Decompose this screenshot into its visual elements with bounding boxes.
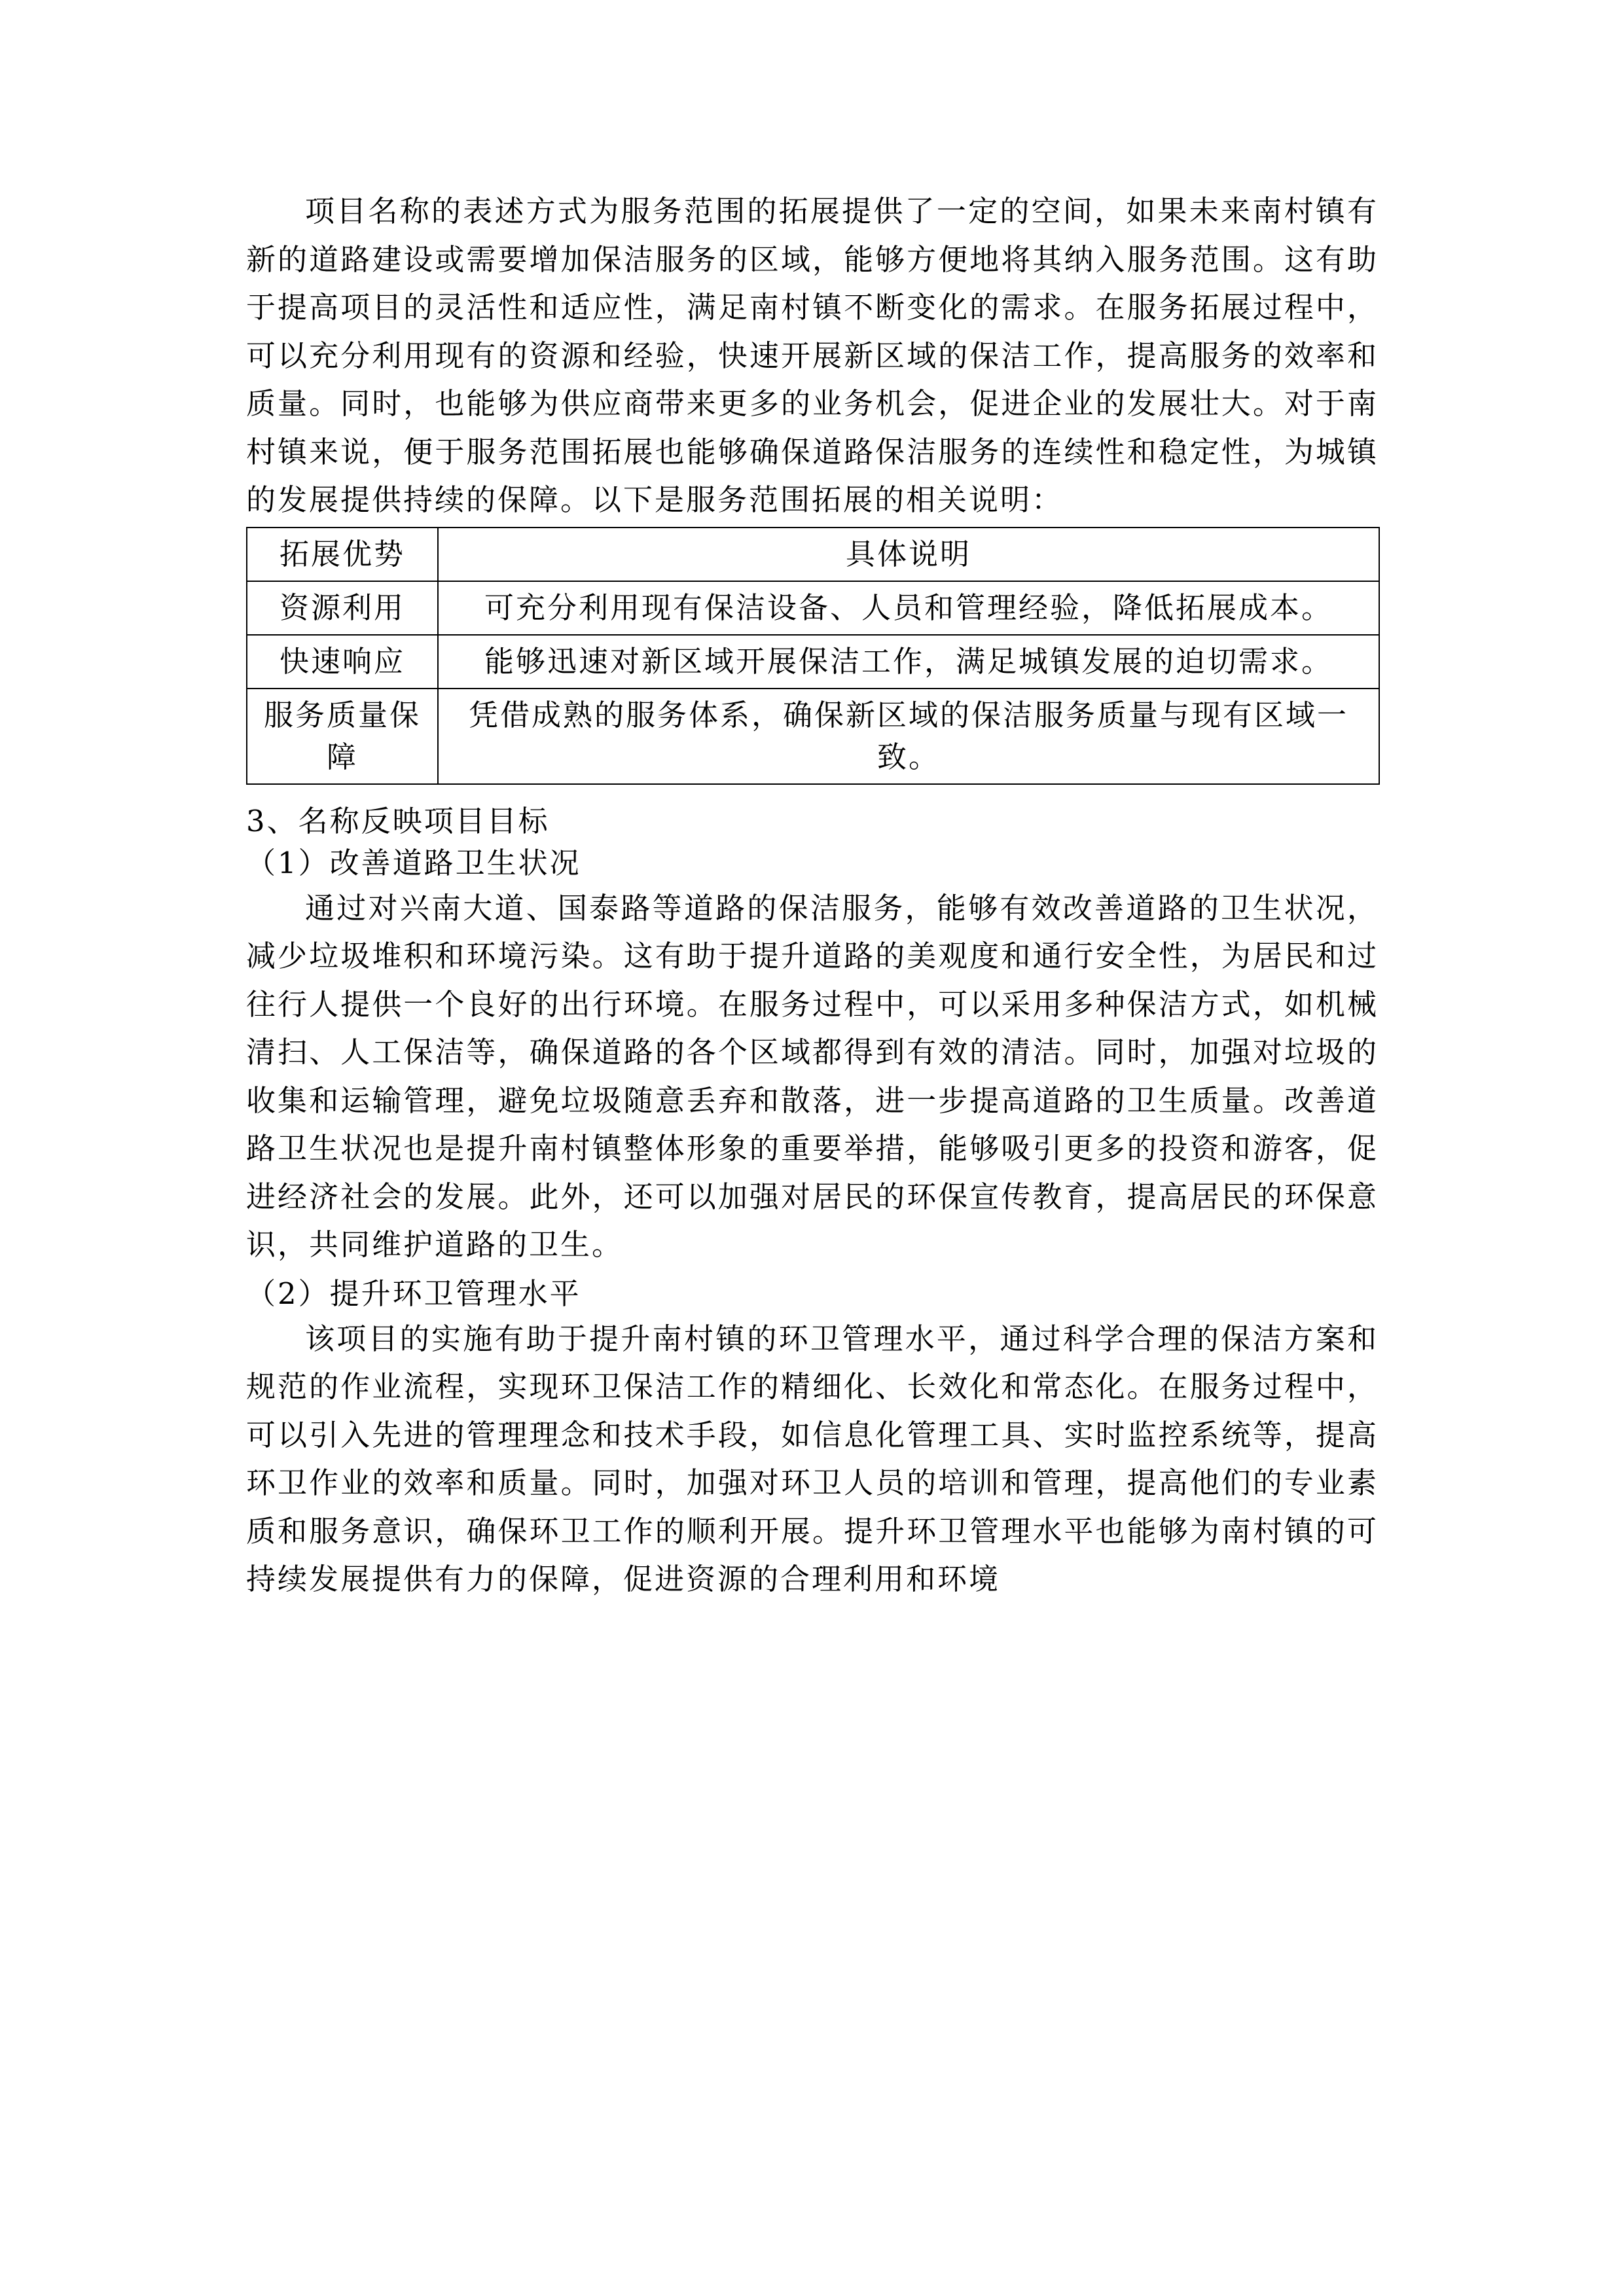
paragraph-sanitation-management: 该项目的实施有助于提升南村镇的环卫管理水平，通过科学合理的保洁方案和规范的作业流程，实现环卫保洁工作的精细化、长效化和常态化。在服务过程中，可以引入先进的管理理念和技术手段，如信息化管理工具、实时监控系统等，提高环卫作业的效率和质量。同时，加强对环卫人员的培训和管理，提高他们的专业素质和服务意识，确保环卫工作的顺利开展。提升环卫管理水平也能够为南村镇的可持续发展提供有力的保障，促进资源的合理利用和环境: [246, 1321, 1379, 1596]
table-cell-description: 可充分利用现有保洁设备、人员和管理经验，降低拓展成本。: [438, 581, 1379, 635]
table-row: [247, 689, 1379, 784]
table-row: [247, 581, 1379, 635]
table-cell-advantage: 快速响应: [247, 635, 438, 689]
table-header-row: [247, 528, 1379, 581]
table-cell-advantage: 服务质量保障: [247, 689, 438, 784]
subsection-heading: （2）提升环卫管理水平: [246, 1276, 581, 1311]
paragraph-service-scope-expansion: 项目名称的表述方式为服务范围的拓展提供了一定的空间，如果未来南村镇有新的道路建设或需要增加保洁服务的区域，能够方便地将其纳入服务范围。这有助于提高项目的灵活性和适应性，满足南村镇不断变化的需求。在服务拓展过程中，可以充分利用现有的资源和经验，快速开展新区域的保洁工作，提高服务的效率和质量。同时，也能够为供应商带来更多的业务机会，促进企业的发展壮大。对于南村镇来说，便于服务范围拓展也能够确保道路保洁服务的连续性和稳定性，为城镇的发展提供持续的保障。以下是服务范围拓展的相关说明：: [246, 194, 1379, 517]
section-heading: 3、名称反映项目目标: [246, 803, 550, 838]
paragraph-road-sanitation: 通过对兴南大道、国泰路等道路的保洁服务，能够有效改善道路的卫生状况，减少垃圾堆积和环境污染。这有助于提升道路的美观度和通行安全性，为居民和过往行人提供一个良好的出行环境。在服务过程中，可以采用多种保洁方式，如机械清扫、人工保洁等，确保道路的各个区域都得到有效的清洁。同时，加强对垃圾的收集和运输管理，避免垃圾随意丢弃和散落，进一步提高道路的卫生质量。改善道路卫生状况也是提升南村镇整体形象的重要举措，能够吸引更多的投资和游客，促进经济社会的发展。此外，还可以加强对居民的环保宣传教育，提高居民的环保意识，共同维护道路的卫生。: [246, 890, 1379, 1262]
table-cell-description: 能够迅速对新区域开展保洁工作，满足城镇发展的迫切需求。: [438, 635, 1379, 689]
subsection-heading: （1）改善道路卫生状况: [246, 845, 581, 880]
table-header-cell: 具体说明: [438, 528, 1379, 581]
document-page: [246, 187, 1379, 1604]
table-row: [247, 635, 1379, 689]
table-cell-description: 凭借成熟的服务体系，确保新区域的保洁服务质量与现有区域一致。: [438, 689, 1379, 784]
expansion-advantages-table: [246, 527, 1380, 785]
table-cell-advantage: 资源利用: [247, 581, 438, 635]
table-header-cell: 拓展优势: [247, 528, 438, 581]
